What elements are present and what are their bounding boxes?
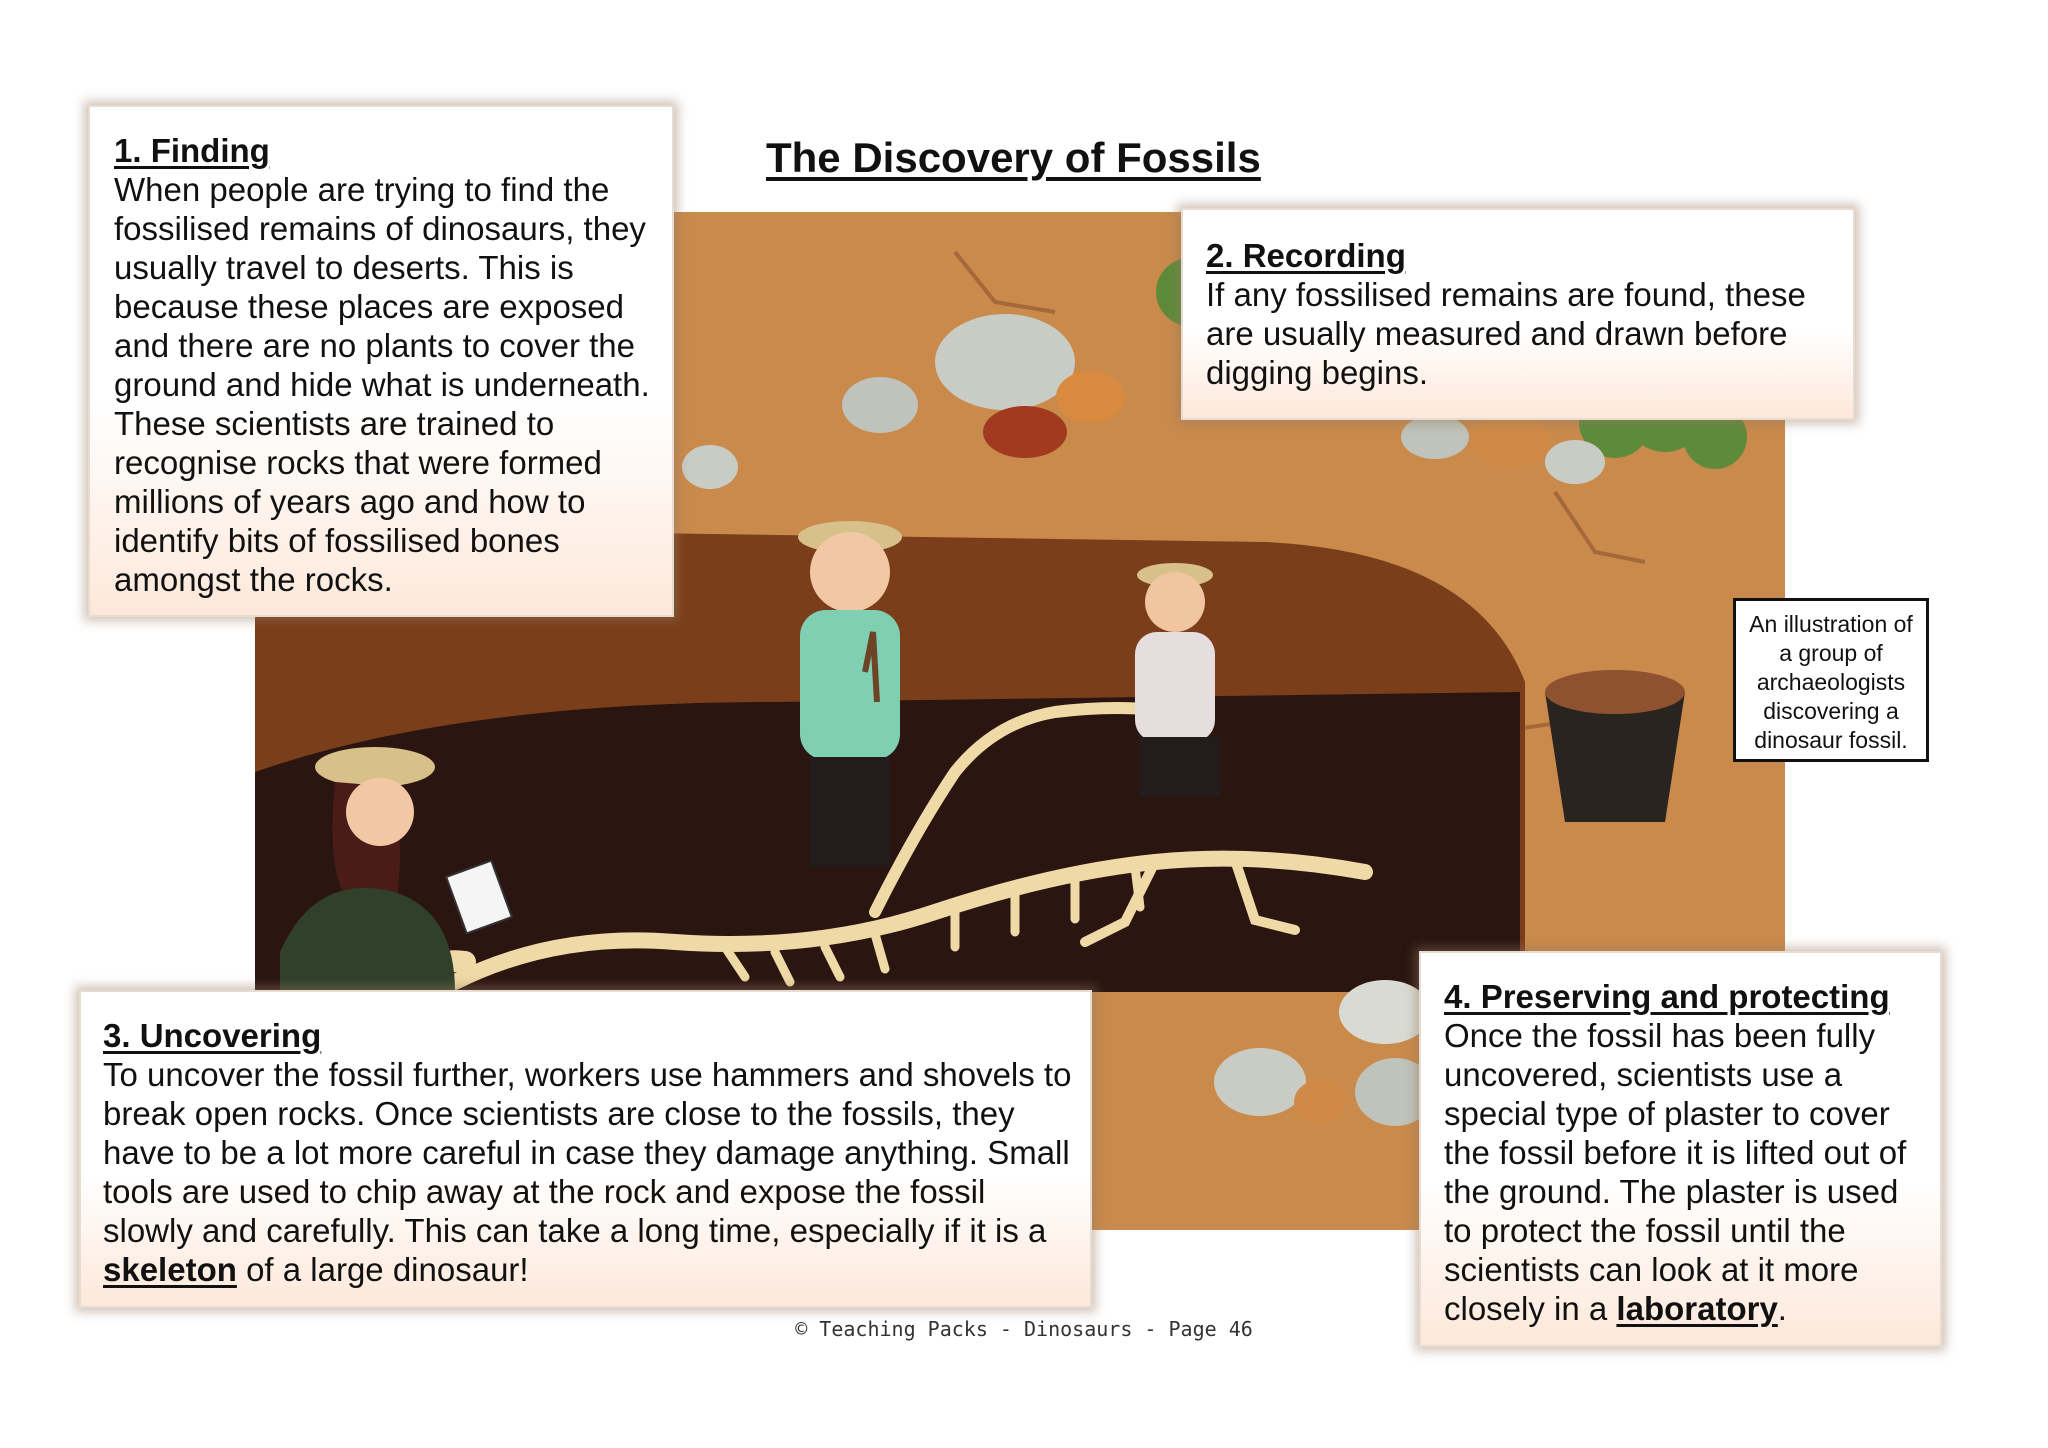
section-body: If any fossilised remains are found, these are usually measured and drawn before digging begins. — [1206, 276, 1806, 391]
body-text: of a large dinosaur! — [246, 1251, 529, 1288]
body-text: . — [1777, 1290, 1787, 1327]
body-text: Once the fossil has been fully uncovered, scientists use a special type of plaster to cover the fossil before it is lifted out of the ground. The plaster is used to protect the fossil until the scientists can look at it more closely in a — [1444, 1017, 1907, 1327]
section-recording — [1181, 208, 1855, 420]
section-heading: 2. Recording — [1206, 237, 1406, 274]
section-body: When people are trying to find the fossilised remains of dinosaurs, they usually travel to deserts. This is because these places are exposed and there are no plants to cover the ground and hide what is underneath. These scientists are trained to recognise rocks that were formed millions of years ago and how to identify bits of fossilised bones amongst the rocks. — [114, 171, 650, 598]
section-heading: 3. Uncovering — [103, 1017, 322, 1054]
keyword-skeleton: skeleton — [103, 1251, 237, 1288]
section-finding — [88, 105, 674, 617]
bucket-icon — [1545, 670, 1685, 822]
section-preserving — [1419, 951, 1942, 1347]
section-body — [103, 1055, 1074, 1289]
section-heading: 1. Finding — [114, 132, 270, 169]
keyword-laboratory: laboratory — [1616, 1290, 1778, 1327]
illustration-caption: An illustration of a group of archaeologists discovering a dinosaur fossil. — [1733, 598, 1929, 762]
archaeologist-figure-icon — [798, 521, 902, 867]
page-footer: © Teaching Packs - Dinosaurs - Page 46 — [795, 1317, 1253, 1341]
section-heading: 4. Preserving and protecting — [1444, 978, 1890, 1015]
page-title: The Discovery of Fossils — [766, 134, 1261, 181]
body-text: To uncover the fossil further, workers use hammers and shovels to break open rocks. Once scientists are close to the fossils, they have to be a lot more careful in case they damage anything. Small tools are used to chip away at the rock and expose the fossil slowly and carefully. This can take a long time, especially if it is a — [103, 1056, 1072, 1249]
section-uncovering — [79, 990, 1092, 1308]
section-body — [1444, 1016, 1924, 1328]
